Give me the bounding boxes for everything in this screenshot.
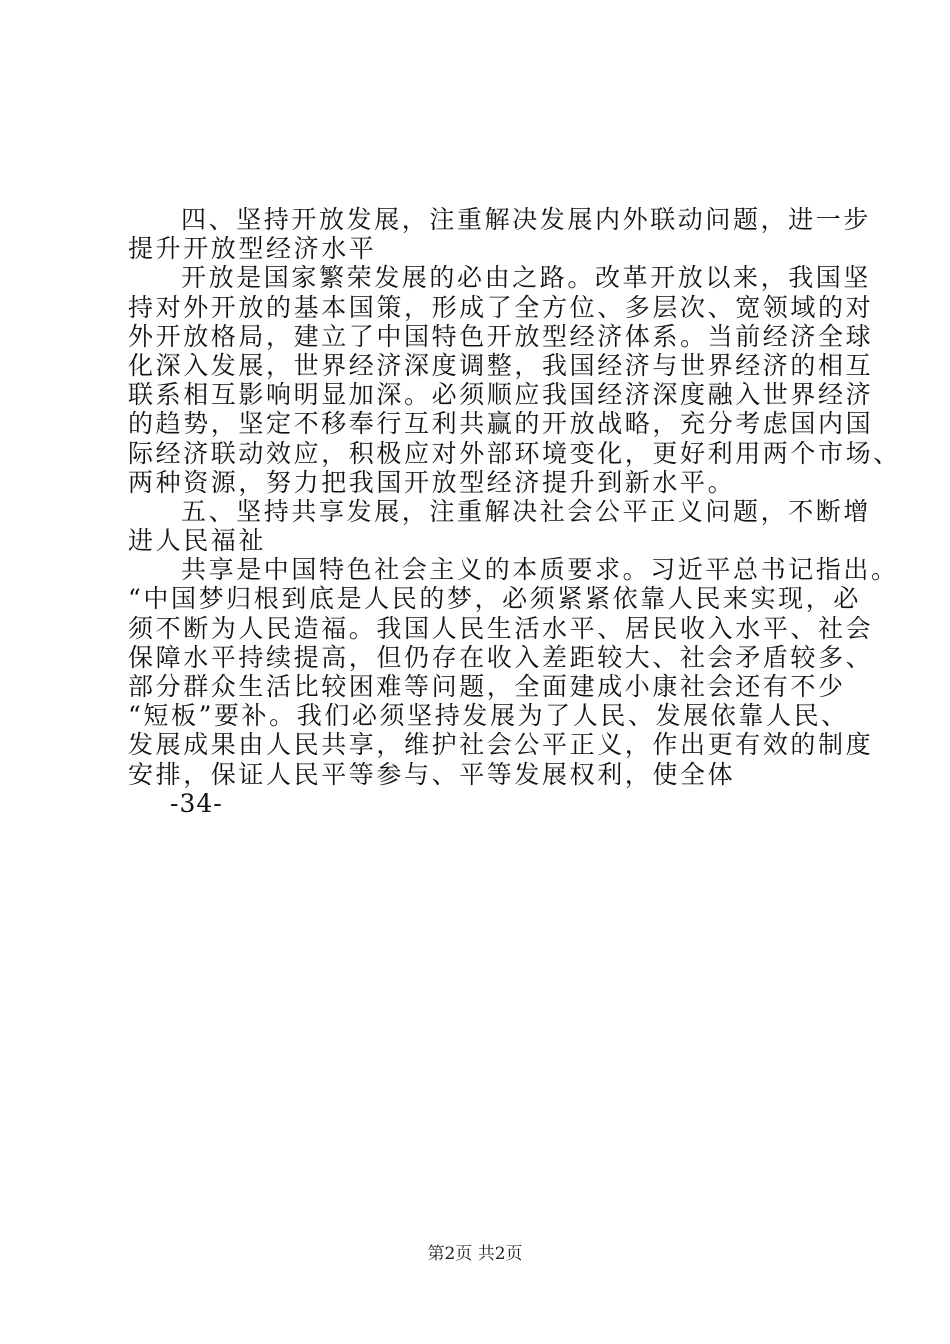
- inline-page-number: -34-: [170, 788, 223, 818]
- paragraph-line: 发展成果由人民共享，维护社会公平正义，作出更有效的制度: [128, 730, 874, 760]
- page-footer: 第2页 共2页: [427, 1244, 523, 1264]
- heading-line: 四、坚持开放发展，注重解决发展内外联动问题，进一步: [181, 205, 872, 234]
- paragraph-line: 两种资源，努力把我国开放型经济提升到新水平。: [128, 467, 736, 497]
- heading-line: 进人民福祉: [128, 526, 267, 556]
- paragraph-line: 联系相互影响明显加深。必须顺应我国经济深度融入世界经济: [128, 380, 874, 410]
- paragraph-line: 持对外开放的基本国策，形成了全方位、多层次、宽领域的对: [128, 292, 874, 322]
- paragraph-line: 化深入发展，世界经济深度调整，我国经济与世界经济的相互: [128, 350, 874, 380]
- paragraph-line: 须不断为人民造福。我国人民生活水平、居民收入水平、社会: [128, 613, 874, 643]
- paragraph-line: 保障水平持续提高，但仍存在收入差距较大、社会矛盾较多、: [128, 642, 874, 672]
- heading-line: 五、坚持共享发展，注重解决社会公平正义问题，不断增: [181, 496, 872, 526]
- paragraph-line: 的趋势，坚定不移奉行互利共赢的开放战略，充分考虑国内国: [128, 409, 874, 439]
- paragraph-line: 开放是国家繁荣发展的必由之路。改革开放以来，我国坚: [181, 263, 872, 293]
- paragraph-line: 共享是中国特色社会主义的本质要求。习近平总书记指出。: [181, 555, 899, 585]
- paragraph-line: 安排，保证人民平等参与、平等发展权利，使全体: [128, 759, 736, 789]
- paragraph-line: 际经济联动效应，积极应对外部环境变化，更好利用两个市场、: [128, 438, 901, 468]
- document-body: [128, 205, 901, 818]
- paragraph-line: “短板”要补。我们必须坚持发展为了人民、发展依靠人民、: [128, 701, 849, 731]
- heading-line: 提升开放型经济水平: [128, 234, 377, 264]
- paragraph-line: “中国梦归根到底是人民的梦，必须紧紧依靠人民来实现，必: [128, 584, 861, 614]
- paragraph-line: 部分群众生活比较困难等问题，全面建成小康社会还有不少: [128, 672, 846, 701]
- paragraph-line: 外开放格局，建立了中国特色开放型经济体系。当前经济全球: [128, 321, 874, 351]
